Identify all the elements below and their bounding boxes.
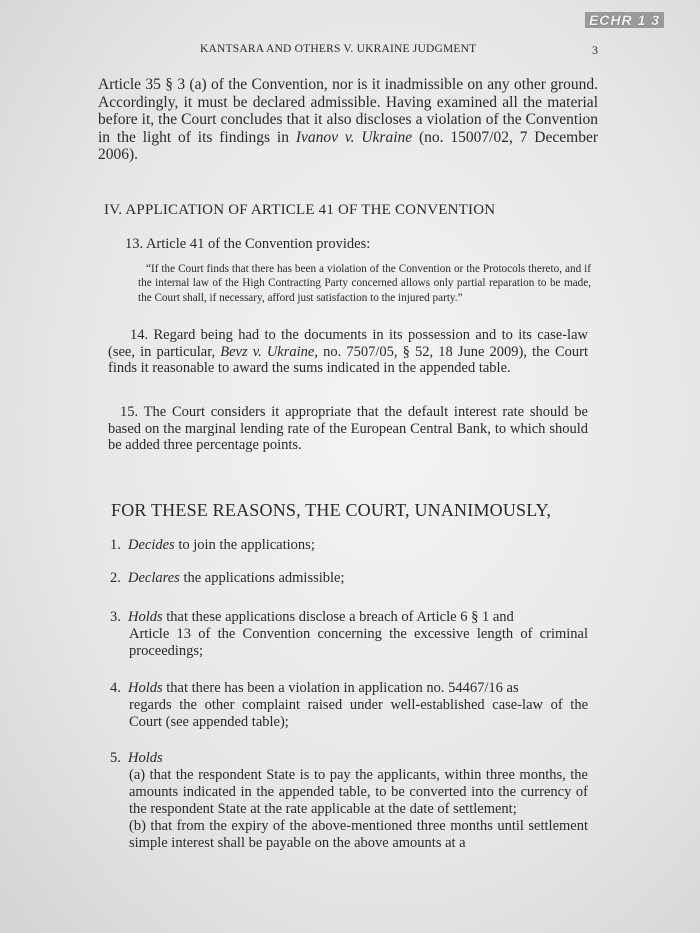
item-4-number: 4.: [110, 680, 121, 696]
para14-text-1: 14. Regard being had to the documents in its possession and to its case-law (see, in particular,: [108, 327, 588, 360]
item-2-number: 2.: [110, 570, 121, 586]
intro-text-1: Article 35 § 3 (a) of the Convention, nor is it inadmissible on any other ground. Accordingly, it must be declared admissible. Having examined all the material before it, the Court concludes that it also discloses a violation of the Convention in the light of its findings in: [98, 76, 598, 146]
running-head: KANTSARA AND OTHERS V. UKRAINE JUDGMENT: [200, 43, 477, 55]
section-iv-heading: IV. APPLICATION OF ARTICLE 41 OF THE CONVENTION: [104, 202, 496, 218]
item-1-number: 1.: [110, 537, 121, 553]
case-name-ivanov: Ivanov v. Ukraine: [295, 128, 413, 146]
operative-item-5: [110, 750, 588, 852]
item-3-number: 3.: [110, 609, 121, 625]
case-name-bevz: Bevz v. Ukraine,: [220, 343, 318, 360]
paragraph-13: 13. Article 41 of the Convention provides:: [125, 236, 371, 252]
item-1-verb: Decides: [128, 537, 175, 553]
operative-item-2: [110, 570, 588, 587]
item-4-text-a: that there has been a violation in application no. 54467/16 as: [162, 680, 519, 696]
operative-item-3: [110, 609, 588, 660]
para14-text-2: no. 7507/05, § 52, 18 June 2009), the Court finds it reasonable to award the sums indicated in the appended table.: [108, 343, 589, 377]
echr-stamp: ECHR 1 3: [585, 12, 664, 28]
operative-item-1: [110, 537, 588, 554]
operative-heading: FOR THESE REASONS, THE COURT, UNANIMOUSLY,: [111, 500, 552, 520]
item-5-sub-a: (a) that the respondent State is to pay the applicants, within three months, the amounts indicated in the appended table, to be converted into the currency of the respondent State at the rate applicable at the date of settlement;: [129, 767, 588, 817]
item-4-verb: Holds: [128, 680, 163, 696]
article-41-quote: “If the Court finds that there has been a violation of the Convention or the Protocols thereto, and if the internal law of the High Contracting Party concerned allows only partial reparation to be made, the Court shall, if necessary, afford just satisfaction to the injured party.”: [138, 263, 591, 304]
operative-item-4: [110, 680, 588, 731]
paragraph-14: [108, 327, 588, 377]
intro-paragraph: [98, 76, 598, 164]
item-1-text: to join the applications;: [174, 537, 315, 553]
page-number: 3: [592, 43, 598, 57]
item-5-sub-b: (b) that from the expiry of the above-mentioned three months until settlement simple interest shall be payable on the above amounts at a: [129, 818, 588, 851]
item-3-verb: Holds: [128, 609, 163, 625]
item-3-text-b: Article 13 of the Convention concerning the excessive length of criminal proceedings;: [129, 626, 588, 659]
item-4-text-b: regards the other complaint raised under well-established case-law of the Court (see appended table);: [129, 697, 588, 730]
item-2-text: the applications admissible;: [179, 570, 345, 586]
item-5-verb: Holds: [128, 750, 163, 766]
intro-text-2: (no. 15007/02, 7 December 2006).: [98, 128, 598, 164]
paragraph-15: 15. The Court considers it appropriate that the default interest rate should be based on the marginal lending rate of the European Central Bank, to which should be added three percentage points.: [108, 404, 588, 454]
item-3-text-a: that these applications disclose a breach of Article 6 § 1 and: [162, 609, 514, 625]
item-5-number: 5.: [110, 750, 121, 766]
item-2-verb: Declares: [128, 570, 180, 586]
